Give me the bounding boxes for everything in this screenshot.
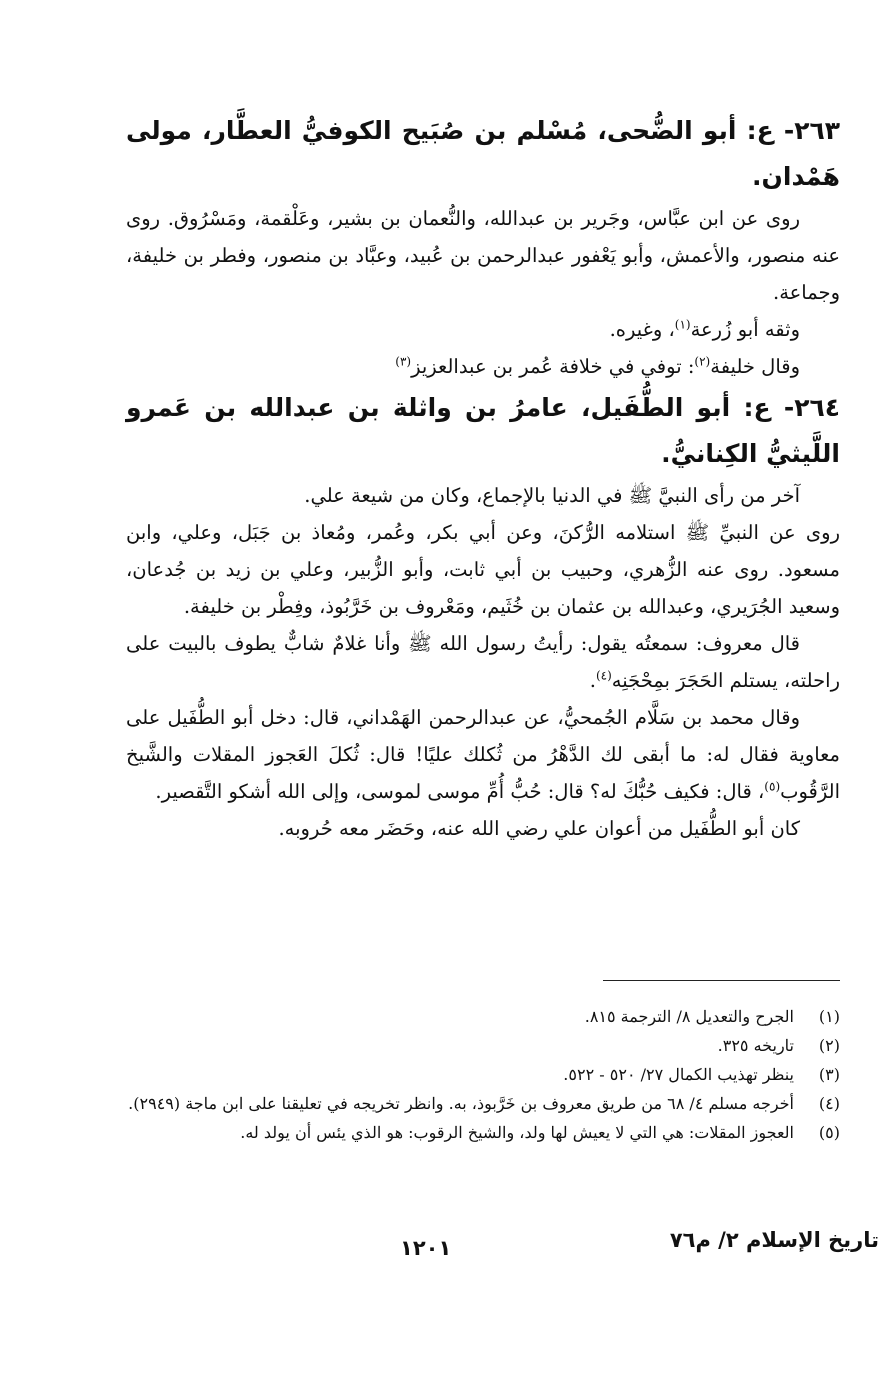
footnote-ref-3[interactable]: (٣) <box>395 354 412 369</box>
footnote-ref-5[interactable]: (٥) <box>764 779 781 794</box>
footnote-4 <box>126 1089 840 1118</box>
entry-264-intro-paragraph: آخر من رأى النبيَّ ﷺ في الدنيا بالإجماع، وكان من شيعة علي. <box>304 484 800 507</box>
footnote-text: ينظر تهذيب الكمال ٢٧/ ٥٢٠ - ٥٢٢. <box>563 1065 794 1084</box>
entry-263-trust-paragraph <box>126 311 840 348</box>
footnote-3 <box>126 1060 840 1089</box>
entry-263-narrators-paragraph: روى عن ابن عبَّاس، وجَرير بن عبدالله، والنُّعمان بن بشير، وعَلْقمة، ومَسْرُوق. روى عنه منصور، والأعمش، وأبو يَعْفور عبدالرحمن بن عُبيد، وعبَّاد بن منصور، وفطر بن خليفة، وجماعة. <box>126 207 840 304</box>
entry-263-trust-text: وثقه أبو زُرعة <box>690 318 800 341</box>
footnote-divider <box>603 980 840 981</box>
entry-263-death-mid: : توفي في خلافة عُمر بن عبدالعزيز <box>411 355 695 378</box>
main-text <box>126 108 840 847</box>
entry-263-death-text: وقال خليفة <box>710 355 800 378</box>
footnote-2 <box>126 1031 840 1060</box>
footnote-number: (٣) <box>818 1065 840 1084</box>
page-number: ١٢٠١ <box>400 1236 452 1260</box>
entry-264-maruf-paragraph <box>126 625 840 699</box>
entry-264-muawiya-tail: ، قال: فكيف حُبُّكَ له؟ قال: حُبُّ أُمِّ موسى لموسى، وإلى الله أشكو التَّقصير. <box>155 780 765 803</box>
page-footer <box>0 1228 879 1268</box>
footnote-number: (٢) <box>818 1036 840 1055</box>
footnote-ref-4[interactable]: (٤) <box>595 668 612 683</box>
entry-264-narrators-paragraph: روى عن النبيِّ ﷺ استلامه الرُّكنَ، وعن أبي بكر، وعُمر، ومُعاذ بن جَبَل، وعلي، وابن مسعود. روى عنه الزُّهري، وحبيب بن أبي ثابت، وأبو الزُّبير، وعلي بن زيد بن جُدعان، وسعيد الجُرَيري، وعبدالله بن عثمان بن خُثَيم، ومَعْروف بن خَرَّبُوذ، وفِطْر بن خليفة. <box>126 521 840 618</box>
footnote-5 <box>126 1118 840 1147</box>
footnote-text: الجرح والتعديل ٨/ الترجمة ٨١٥. <box>584 1007 794 1026</box>
entry-264-maruf-tail: . <box>589 669 596 692</box>
entry-263-death-paragraph <box>126 348 840 385</box>
footnote-ref-2[interactable]: (٢) <box>694 354 711 369</box>
footnote-number: (٥) <box>818 1123 840 1142</box>
footnote-text: العجوز المقلات: هي التي لا يعيش لها ولد، والشيخ الرقوب: هو الذي يئس أن يولد له. <box>240 1123 794 1142</box>
footnote-list <box>126 1002 840 1147</box>
footnote-number: (٤) <box>818 1094 840 1113</box>
entry-264-muawiya-text: وقال محمد بن سَلَّام الجُمحيُّ، عن عبدالرحمن الهَمْداني، قال: دخل أبو الطُّفَيل على معاوية فقال له: ما أبقى لك الدَّهْرُ من ثُكلك عليًا! قال: ثُكلَ العَجوز المقلات والشَّيخ الرَّقُوب <box>126 706 840 803</box>
entry-263-heading: ٢٦٣- ع: أبو الضُّحى، مُسْلم بن صُبَيح الكوفيُّ العطَّار، مولى هَمْدان. <box>126 116 840 191</box>
entry-264-maruf-text: قال معروف: سمعتُه يقول: رأيتُ رسول الله ﷺ وأنا غلامٌ شابٌّ يطوف بالبيت على راحلته، يستلم الحَجَرَ بمِحْجَنِه <box>126 632 840 692</box>
footnote-text: أخرجه مسلم ٤/ ٦٨ من طريق معروف بن خَرَّبوذ، به. وانظر تخريجه في تعليقنا على ابن ماجة (٢٩٤٩). <box>128 1094 794 1113</box>
footnote-number: (١) <box>818 1007 840 1026</box>
footnote-text: تاريخه ٣٢٥. <box>717 1036 794 1055</box>
entry-263-trust-tail: ، وغيره. <box>609 318 675 341</box>
running-title: تاريخ الإسلام ٢/ م٧٦ <box>669 1228 879 1252</box>
footnote-1 <box>126 1002 840 1031</box>
entry-264-muawiya-paragraph <box>126 699 840 810</box>
footnote-ref-1[interactable]: (١) <box>674 317 691 332</box>
entry-264-closing-paragraph: كان أبو الطُّفَيل من أعوان علي رضي الله عنه، وحَضَر معه حُروبه. <box>278 817 800 840</box>
entry-264-heading: ٢٦٤- ع: أبو الطُّفَيل، عامرُ بن واثلة بن عبدالله بن عَمرو اللَّيثيُّ الكِنانيُّ. <box>126 393 840 468</box>
